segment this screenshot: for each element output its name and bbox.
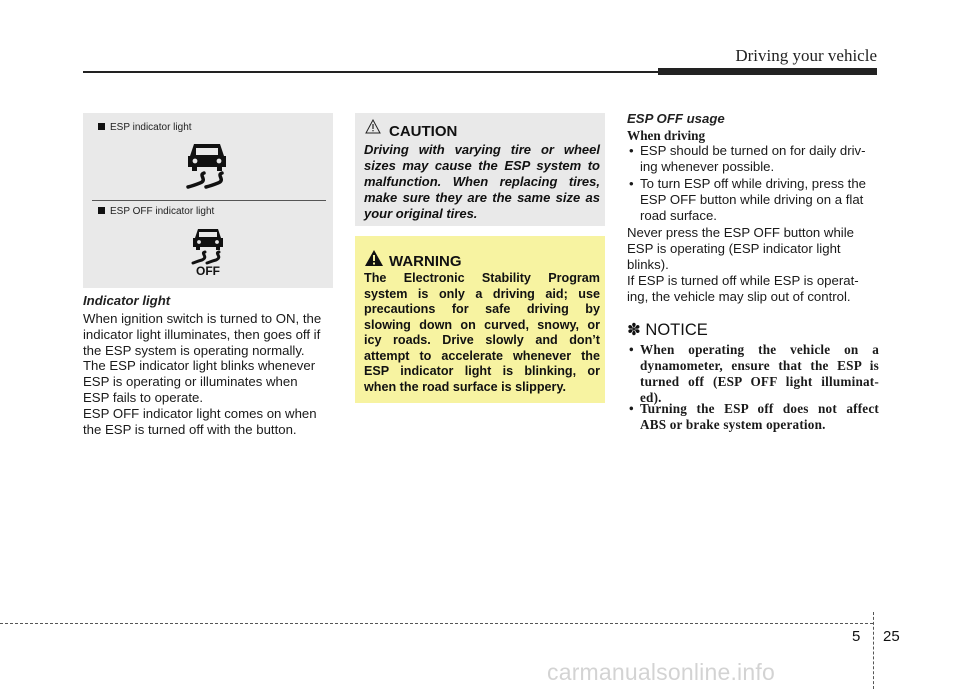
footer-dashed-rule [0,623,873,624]
text-line: ESP fails to operate. [83,390,203,405]
text-line: ed). [640,390,662,405]
esp-off-usage-heading: ESP OFF usage [627,111,725,126]
esp-off-paragraph [627,273,879,305]
indicator-divider [92,200,326,201]
bullet-icon: • [629,143,634,158]
page-number: 25 [883,628,900,645]
caution-triangle-icon [365,119,381,135]
text-line: malfunction. When replacing tires, [364,174,600,189]
text-line: ESP is operating or illuminates when [83,374,298,389]
header-rule [83,71,658,73]
text-line: ESP indicator light is blinking, or [364,364,600,378]
notice-item [627,401,879,433]
text-line: ESP OFF button while driving on a flat [640,192,864,207]
text-line: make sure they are the same size as [364,190,600,205]
text-line: ABS or brake system operation. [640,417,826,432]
text-line: sizes may cause the ESP system to [364,158,600,173]
footer-vertical-rule [873,612,874,689]
text-line: ing whenever possible. [640,159,775,174]
notice-title: NOTICE [645,321,708,339]
text-line: when the road surface is slippery. [364,379,567,394]
warning-text [364,271,600,395]
text-line: ing, the vehicle may slip out of control. [627,289,851,304]
esp-off-paragraph [627,225,879,273]
text-line: road surface. [640,208,717,223]
caution-text [364,142,600,222]
indicator-light-heading: Indicator light [83,293,171,308]
indicator-light-paragraph [83,406,338,438]
text-line: turned off (ESP OFF light illuminat- [640,374,879,389]
text-line: When operating the vehicle on a [640,342,879,357]
text-line: Never press the ESP OFF button while [627,225,854,240]
section-title: Driving your vehicle [735,46,877,65]
text-line: dynamometer, ensure that the ESP is [640,358,879,373]
esp-off-indicator-caption: ESP OFF indicator light [98,206,214,217]
text-line: attempt to accelerate whenever the [364,348,600,363]
list-item [627,143,879,175]
warning-title: WARNING [389,253,462,270]
text-line: blinks). [627,257,669,272]
esp-indicator-caption: ESP indicator light [98,122,192,133]
text-line: ESP should be turned on for daily driv- [640,143,866,158]
caution-title: CAUTION [389,123,458,140]
text-line: system is only a driving aid; use [364,286,600,301]
watermark: carmanualsonline.info [547,659,775,685]
text-line: When ignition switch is turned to ON, the [83,311,322,326]
esp-off-indicator-icon [188,226,228,266]
esp-indicator-icon [182,140,232,190]
notice-item [627,342,879,406]
text-line: To turn ESP off while driving, press the [640,176,867,191]
off-label: OFF [196,264,220,278]
bullet-icon: • [629,342,634,357]
chapter-number: 5 [852,628,861,645]
text-line: The ESP indicator light blinks whenever [83,358,316,373]
list-item [627,176,879,224]
text-line: icy roads. Drive slowly and don’t [364,333,600,347]
notice-asterisk-icon: ✽ [627,321,641,339]
text-line: the ESP is turned off with the button. [83,422,297,437]
indicator-light-paragraph [83,311,338,359]
text-line: your original tires. [364,206,478,221]
text-line: Driving with varying tire or wheel [364,142,600,157]
text-line: ESP is operating (ESP indicator light [627,241,841,256]
text-line: The Electronic Stability Program [364,271,600,285]
text-line: If ESP is turned off while ESP is operat- [627,273,859,288]
text-line: slowing down on curved, snowy, or [364,317,600,332]
text-line: the ESP system is operating normally. [83,343,305,358]
text-line: ESP OFF indicator light comes on when [83,406,317,421]
text-line: precautions for safe driving by [364,302,600,316]
text-line: Turning the ESP off does not affect [640,401,879,416]
indicator-light-paragraph [83,358,338,406]
notice-heading [627,320,708,340]
bullet-icon: • [629,401,634,416]
text-line: indicator light illuminates, then goes off if [83,327,321,342]
bullet-icon: • [629,176,634,191]
when-driving-subheading: When driving [627,128,706,143]
warning-triangle-icon [364,249,384,267]
header-bar [658,68,877,75]
